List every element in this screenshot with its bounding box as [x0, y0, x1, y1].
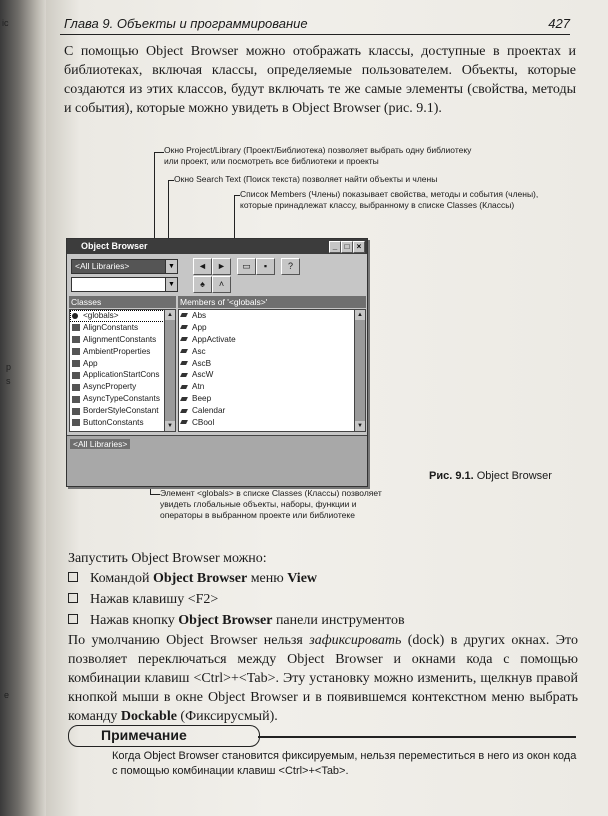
book-spine-shadow — [0, 0, 46, 816]
scroll-down-icon[interactable]: ▼ — [355, 421, 365, 431]
member-name: Calendar — [192, 406, 226, 416]
method-icon — [181, 419, 190, 426]
list-item — [68, 611, 405, 630]
method-icon — [181, 384, 190, 391]
search-text-combo[interactable] — [71, 277, 178, 292]
members-label: Members of '<globals>' — [178, 296, 366, 308]
checkbox-bullet-icon — [68, 572, 78, 582]
chapter-title: Глава 9. Объекты и программирование — [64, 16, 308, 31]
class-name: AmbientProperties — [83, 346, 151, 356]
members-scrollbar[interactable] — [354, 310, 365, 431]
class-icon — [72, 336, 80, 343]
member-list-item[interactable] — [179, 346, 365, 358]
back-icon[interactable]: ◄ — [193, 258, 212, 275]
method-icon — [181, 360, 190, 367]
member-list-item[interactable] — [179, 310, 365, 322]
spine-mark: p — [6, 362, 12, 372]
minimize-button[interactable]: _ — [329, 241, 341, 253]
class-name: AsyncProperty — [83, 382, 137, 392]
member-list-item[interactable] — [179, 417, 365, 429]
method-icon — [181, 324, 190, 331]
paragraph-text: (dock) в других окнах. Это позволяет переключаться между Object Browser и окнами кода с помощью комбинации клавиш <Ctrl>+<Tab>. Эту установку можно изменить, щелкнув правой кнопкой мыши в окне Object Browser и в появившемся контекстном меню выбрать команду — [68, 633, 578, 724]
class-name: App — [83, 358, 98, 368]
class-icon — [72, 384, 80, 391]
class-list-item[interactable] — [70, 405, 175, 417]
paragraph-text: По умолчанию Object Browser нельзя — [68, 633, 310, 648]
class-list-item[interactable] — [70, 310, 175, 322]
checkbox-bullet-icon — [68, 614, 78, 624]
class-icon — [72, 396, 80, 403]
class-icon — [72, 419, 80, 426]
figure-title: Object Browser — [476, 470, 552, 482]
class-name: ButtonConstants — [83, 417, 144, 427]
bullet-text: Нажав клавишу <F2> — [90, 592, 219, 607]
paragraph-text: (Фиксирусмый). — [176, 709, 278, 724]
spine-mark: ic — [2, 18, 9, 28]
window-title: Object Browser — [81, 241, 148, 251]
bullet-bold: Object Browser — [152, 571, 248, 586]
classes-label: Classes — [69, 296, 176, 308]
project-library-value: <All Libraries> — [75, 261, 130, 271]
annotation-globals: Элемент <globals> в списке Classes (Классы) позволяет увидеть глобальные объекты, наборы, функции и операторы в выбранном проекте или библиотеке — [160, 488, 382, 520]
intro-paragraph: С помощью Object Browser можно отображать классы, доступные в проектах и библиотеках, включая классы, определяемые пользователем. Объекты, которые создаются из этих классов, будут включать те же самые элементы (свойства, методы и события), которые можно увидеть в Object Browser (рис. 9.1). — [64, 44, 576, 116]
details-pane — [67, 435, 367, 486]
member-name: App — [192, 322, 207, 332]
spine-mark: s — [6, 376, 11, 386]
class-list-item[interactable] — [70, 393, 175, 405]
class-name: BorderStyleConstant — [83, 406, 159, 416]
view-definition-icon[interactable]: ▪ — [256, 258, 275, 275]
maximize-button[interactable]: □ — [341, 241, 353, 253]
bullet-text: Командой — [90, 571, 153, 586]
spine-mark: e — [4, 690, 10, 700]
project-library-combo[interactable] — [71, 259, 178, 274]
chevron-down-icon[interactable]: ▼ — [165, 278, 177, 291]
running-header — [60, 14, 570, 35]
class-icon — [72, 348, 80, 355]
member-name: AppActivate — [192, 334, 236, 344]
class-list-item[interactable] — [70, 322, 175, 334]
method-icon — [181, 336, 190, 343]
paragraph-italic: зафиксировать — [309, 633, 402, 648]
toggle-search-icon[interactable]: ˄ — [212, 276, 231, 293]
close-button[interactable]: × — [353, 241, 365, 253]
class-name: AsyncTypeConstants — [83, 394, 160, 404]
class-list-item[interactable] — [70, 381, 175, 393]
member-name: Atn — [192, 382, 205, 392]
member-name: Beep — [192, 394, 212, 404]
note-text: Когда Object Browser становится фиксируемым, нельзя переместиться в него из окон кода с помощью комбинации клавиш <Ctrl>+<Tab>. — [112, 750, 577, 777]
class-name: AlignConstants — [83, 322, 139, 332]
book-page — [46, 0, 608, 816]
classes-list[interactable] — [69, 309, 176, 432]
method-icon — [181, 408, 190, 415]
annotation-members: Список Members (Члены) показывает свойства, методы и события (члены), которые принадлежат классу, выбранному в списке Classes (Классы) — [240, 189, 539, 210]
note-rule — [258, 736, 576, 738]
member-name: AscB — [192, 358, 212, 368]
class-name: ApplicationStartCons — [83, 370, 160, 380]
member-list-item[interactable] — [179, 393, 365, 405]
globals-icon — [72, 313, 78, 319]
member-list-item[interactable] — [179, 369, 365, 381]
scroll-down-icon[interactable]: ▼ — [165, 421, 175, 431]
list-item — [68, 590, 218, 609]
method-icon — [181, 372, 190, 379]
launch-heading: Запустить Object Browser можно: — [68, 551, 267, 566]
member-name: AscW — [192, 370, 214, 380]
members-list[interactable] — [178, 309, 366, 432]
annotation-search-text: Окно Search Text (Поиск текста) позволяет найти объекты и члены — [174, 174, 438, 184]
class-list-item[interactable] — [70, 334, 175, 346]
search-icon[interactable]: ♠ — [193, 276, 212, 293]
bullet-text: Нажав кнопку — [90, 613, 179, 628]
checkbox-bullet-icon — [68, 593, 78, 603]
page-number: 427 — [548, 16, 570, 31]
method-icon — [181, 348, 190, 355]
method-icon — [181, 312, 190, 319]
class-name: <globals> — [83, 310, 119, 320]
member-list-item[interactable] — [179, 405, 365, 417]
class-icon — [72, 408, 80, 415]
bullet-bold: Object Browser — [178, 613, 273, 628]
class-icon — [72, 372, 80, 379]
member-list-item[interactable] — [179, 358, 365, 370]
chevron-down-icon[interactable]: ▼ — [165, 260, 177, 273]
window-titlebar — [67, 239, 367, 254]
annotation-project-library: Окно Project/Library (Проект/Библиотека) позволяет выбрать одну библиотеку или проект, или посмотреть все библиотеки и проекты — [164, 145, 472, 166]
note-badge — [68, 725, 260, 747]
class-list-item[interactable] — [70, 358, 175, 370]
method-icon — [181, 396, 190, 403]
class-name: AlignmentConstants — [83, 334, 157, 344]
copy-icon[interactable]: ▭ — [237, 258, 256, 275]
details-text: <All Libraries> — [70, 439, 130, 449]
member-list-item[interactable] — [179, 381, 365, 393]
bullet-bold: View — [287, 571, 318, 586]
class-list-item[interactable] — [70, 369, 175, 381]
paragraph-bold: Dockable — [120, 709, 177, 724]
class-icon — [72, 360, 80, 367]
member-name: Asc — [192, 346, 206, 356]
note-title: Примечание — [101, 727, 187, 743]
member-list-item[interactable] — [179, 322, 365, 334]
figure-number: Рис. 9.1. — [429, 470, 474, 482]
forward-icon[interactable]: ► — [212, 258, 231, 275]
class-list-item[interactable] — [70, 417, 175, 429]
classes-scrollbar[interactable] — [164, 310, 175, 431]
leader-line — [154, 152, 164, 153]
help-icon[interactable]: ? — [281, 258, 300, 275]
member-name: Abs — [192, 310, 207, 320]
leader-line — [150, 494, 160, 495]
bullet-text: панели инструментов — [272, 613, 405, 628]
member-name: CBool — [192, 417, 215, 427]
dock-paragraph — [68, 631, 578, 726]
list-item — [68, 569, 317, 588]
bullet-text: меню — [247, 571, 288, 586]
object-browser-window — [66, 238, 368, 487]
figure-caption — [429, 470, 552, 482]
member-list-item[interactable] — [179, 334, 365, 346]
class-icon — [72, 324, 80, 331]
scroll-up-icon[interactable]: ▲ — [165, 310, 175, 320]
class-list-item[interactable] — [70, 346, 175, 358]
scroll-up-icon[interactable]: ▲ — [355, 310, 365, 320]
